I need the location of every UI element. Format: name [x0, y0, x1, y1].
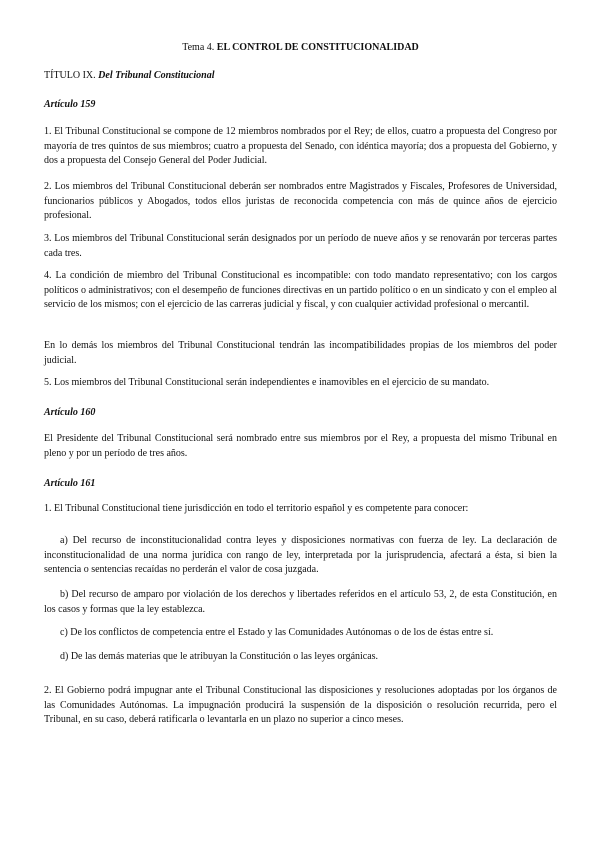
art161-paragraph-2: 2. El Gobierno podrá impugnar ante el Tribunal Constitucional las disposiciones y resoluciones adoptadas por los órganos de las Comunidades Autónomas. La impugnación producirá la suspensión de la disposición o resolución recurrida, pero el Tribunal, en su caso, deberá ratificarla o levantarla en un plazo no superior a cinco meses.: [44, 685, 557, 726]
header-prefix: Tema 4.: [182, 42, 215, 53]
header-title: EL CONTROL DE CONSTITUCIONALIDAD: [216, 42, 419, 53]
art161-item-a: a) Del recurso de inconstitucionalidad contra leyes y disposiciones normativas con fuerza de ley. La declaración de inconstitucionalidad de una norma jurídica con rango de ley, interpretada por la jurisprudencia, afectará a ésta, si bien la sentencia o sentencias recaídas no perderán el valor de cosa juzgada.: [44, 535, 557, 576]
art159-paragraph-1: 1. El Tribunal Constitucional se compone de 12 miembros nombrados por el Rey; de ellos, cuatro a propuesta del Congreso por mayoría de tres quintos de sus miembros; cuatro a propuesta del Senado, con idéntica mayoría; dos a propuesta del Gobierno, y dos a propuesta del Consejo General del Poder Judicial.: [44, 126, 557, 167]
article-160-heading: Artículo 160: [44, 407, 96, 418]
article-159-heading: Artículo 159: [44, 99, 96, 110]
art160-paragraph-1: El Presidente del Tribunal Constitucional será nombrado entre sus miembros por el Rey, a propuesta del mismo Tribunal en pleno y por un período de tres años.: [44, 433, 557, 459]
title-prefix: TÍTULO IX.: [44, 70, 96, 81]
page-header: [44, 42, 557, 53]
title-name: Del Tribunal Constitucional: [98, 70, 215, 81]
art159-paragraph-4: 4. La condición de miembro del Tribunal Constitucional es incompatible: con todo mandato representativo; con los cargos políticos o administrativos; con el desempeño de funciones directivas en un partido político o en un sindicato y con el empleo al servicio de los mismos; con el ejercicio de las carreras judicial y fiscal, y con cualquier actividad profesional o mercantil.: [44, 270, 557, 311]
article-161-heading: Artículo 161: [44, 478, 96, 489]
art159-paragraph-5: 5. Los miembros del Tribunal Constitucional serán independientes e inamovibles en el ejercicio de su mandato.: [44, 377, 490, 388]
title-heading: [44, 69, 557, 84]
art161-item-c: c) De los conflictos de competencia entre el Estado y las Comunidades Autónomas o de los de éstas entre sí.: [60, 627, 494, 638]
art159-paragraph-2: 2. Los miembros del Tribunal Constitucional deberán ser nombrados entre Magistrados y Fiscales, Profesores de Universidad, funcionarios públicos y Abogados, todos ellos juristas de reconocida competencia con más de quince años de ejercicio profesional.: [44, 181, 557, 222]
art161-paragraph-1: 1. El Tribunal Constitucional tiene jurisdicción en todo el territorio español y es competente para conocer:: [44, 503, 469, 514]
art161-item-b: b) Del recurso de amparo por violación de los derechos y libertades referidos en el artículo 53, 2, de esta Constitución, en los casos y formas que la ley establezca.: [44, 589, 557, 615]
art159-paragraph-3: 3. Los miembros del Tribunal Constitucional serán designados por un período de nueve años y se renovarán por terceras partes cada tres.: [44, 233, 557, 259]
art161-item-d: d) De las demás materias que le atribuyan la Constitución o las leyes orgánicas.: [60, 651, 379, 662]
art159-paragraph-4b: En lo demás los miembros del Tribunal Constitucional tendrán las incompatibilidades propias de los miembros del poder judicial.: [44, 340, 557, 366]
